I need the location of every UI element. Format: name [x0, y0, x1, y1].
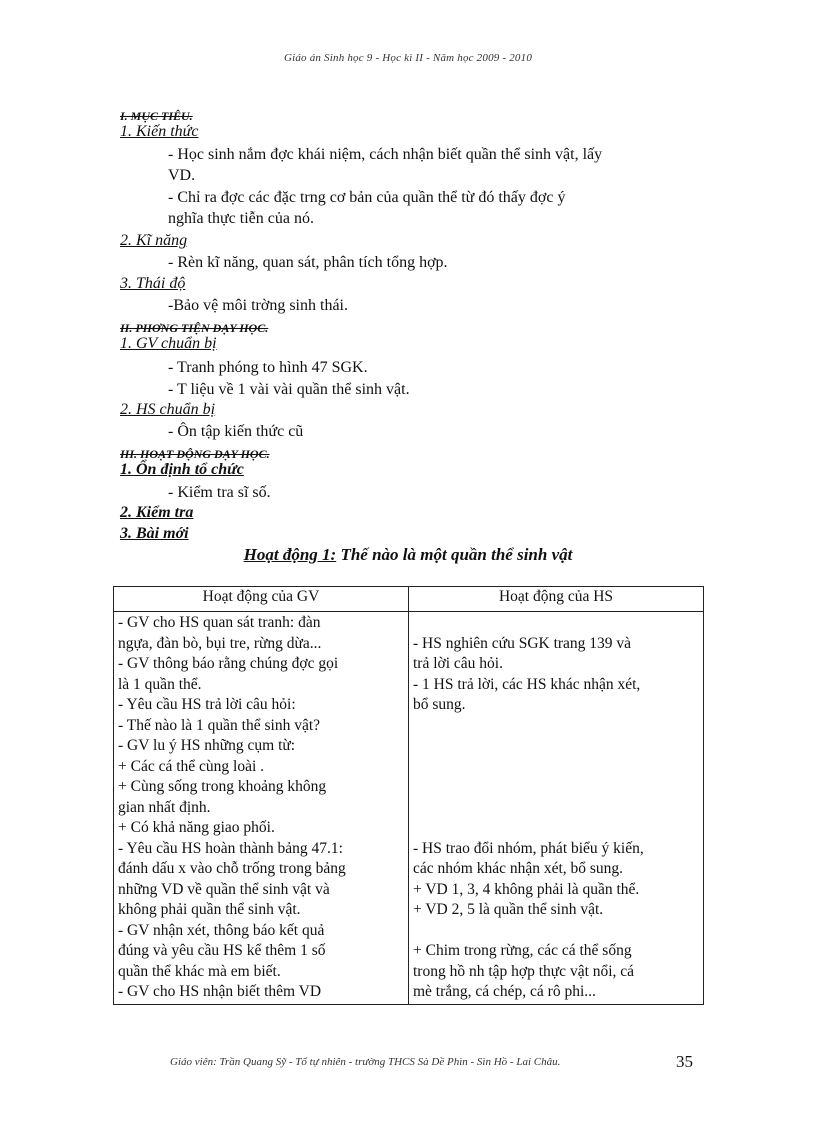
knowledge-heading: 1. Kiến thức: [120, 123, 199, 140]
teacher-column-header: Hoạt động của GV: [114, 587, 409, 612]
spacer: [413, 757, 699, 778]
spacer: [413, 818, 699, 839]
knowledge-line-3: - Chỉ ra đợc các đặc trng cơ bản của quần thể từ đó thấy đợc ý: [168, 189, 566, 206]
student-column-header: Hoạt động của HS: [409, 587, 704, 612]
teacher-line: - GV thông báo rằng chúng đợc gọi: [118, 655, 339, 672]
knowledge-line-2: VD.: [168, 167, 196, 184]
page-number: 35: [676, 1052, 693, 1071]
activity-text: Thế nào là một quần thể sinh vật: [336, 545, 573, 564]
knowledge-line-1: - Học sinh nắm đợc khái niệm, cách nhận biết quần thể sinh vật, lấy: [168, 146, 603, 163]
teacher-line: - Yêu cầu HS hoàn thành bảng 47.1:: [118, 839, 343, 857]
student-line: + Chim trong rừng, các cá thể sống: [413, 942, 632, 959]
knowledge-line-4: nghĩa thực tiễn của nó.: [168, 210, 314, 227]
student-line: trả lời câu hỏi.: [413, 655, 503, 672]
student-line: trong hồ nh tập hợp thực vật nổi, cá: [413, 962, 635, 980]
class-order-line-1: - Kiểm tra sĩ số.: [168, 484, 271, 501]
teacher-line: quần thể khác mà em biết.: [118, 962, 281, 980]
page-footer: Giáo viên: Trần Quang Sỹ - Tổ tự nhiên - trường THCS Sà Dề Phìn - Sìn Hồ - Lai Châu.: [170, 1056, 561, 1068]
spacer: [413, 736, 699, 757]
teacher-line: gian nhất định.: [118, 798, 211, 816]
teacher-line: ngựa, đàn bò, bụi tre, rừng dừa...: [118, 634, 322, 652]
student-line: mè trắng, cá chép, cá rô phi...: [413, 983, 596, 1000]
section-materials-heading: II. PHƠNG TIỆN DẠY HỌC.: [120, 321, 269, 335]
class-order-heading: 1. Ổn định tổ chức: [120, 461, 244, 478]
student-line: + VD 1, 3, 4 không phải là quần thể.: [413, 880, 640, 898]
activity-label: Hoạt động 1:: [243, 545, 337, 564]
new-lesson-heading: 3. Bài mới: [120, 525, 189, 542]
skills-heading: 2. Kĩ năng: [120, 232, 188, 249]
spacer: [413, 777, 699, 798]
student-line: + VD 2, 5 là quần thể sinh vật.: [413, 901, 604, 918]
attitude-line-1: -Bảo vệ môi trờng sinh thái.: [168, 297, 348, 314]
section-activities-heading: III. HOẠT ĐỘNG DẠY HỌC.: [120, 447, 270, 461]
teacher-line: đúng và yêu cầu HS kể thêm 1 số: [118, 942, 326, 959]
teacher-line: - GV nhận xét, thông báo kết quả: [118, 921, 325, 939]
student-activities-cell: [409, 612, 704, 1005]
teacher-line: - GV lu ý HS những cụm từ:: [118, 737, 296, 754]
teacher-prep-line-1: - Tranh phóng to hình 47 SGK.: [168, 359, 368, 376]
section-objectives-heading: I. MỤC TIÊU.: [120, 109, 193, 123]
attitude-heading: 3. Thái độ: [120, 275, 186, 292]
teacher-prep-heading: 1. GV chuẩn bị: [120, 335, 217, 352]
teacher-question-line: - Thế nào là 1 quần thể sinh vật?: [118, 716, 321, 734]
teacher-line: + Cùng sống trong khoảng không: [118, 778, 327, 795]
activity-title: [0, 545, 816, 565]
spacer: [413, 613, 699, 634]
student-line: - HS nghiên cứu SGK trang 139 và: [413, 634, 632, 652]
skills-line-1: - Rèn kĩ năng, quan sát, phân tích tổng hợp.: [168, 254, 448, 271]
teacher-line: + Các cá thể cùng loài .: [118, 757, 265, 775]
student-prep-line-1: - Ôn tập kiến thức cũ: [168, 423, 304, 440]
teacher-line: - Yêu cầu HS trả lời câu hỏi:: [118, 696, 296, 713]
page-header: Giáo án Sinh học 9 - Học kì II - Năm học 2009 - 2010: [283, 52, 533, 64]
student-prep-heading: 2. HS chuẩn bị: [120, 401, 216, 418]
teacher-line: là 1 quần thể.: [118, 675, 202, 693]
student-line: - HS trao đổi nhóm, phát biểu ý kiến,: [413, 839, 644, 857]
student-line: bổ sung.: [413, 696, 466, 713]
teacher-line: + Có khả năng giao phối.: [118, 819, 275, 836]
teacher-line: những VD về quần thể sinh vật và: [118, 880, 330, 898]
teacher-line: - GV cho HS quan sát tranh: đàn: [118, 614, 321, 631]
teacher-activities-cell: [114, 612, 409, 1005]
activity-table: [113, 586, 704, 1005]
spacer: [413, 921, 699, 942]
check-heading: 2. Kiểm tra: [120, 504, 194, 521]
teacher-line: không phải quần thể sinh vật.: [118, 901, 301, 918]
student-line: các nhóm khác nhận xét, bổ sung.: [413, 860, 624, 877]
spacer: [413, 716, 699, 737]
teacher-line: đánh dấu x vào chỗ trống trong bảng: [118, 860, 346, 877]
teacher-line: - GV cho HS nhận biết thêm VD: [118, 983, 322, 1000]
student-line: - 1 HS trả lời, các HS khác nhận xét,: [413, 675, 641, 693]
spacer: [413, 798, 699, 819]
teacher-prep-line-2: - T liệu về 1 vài vài quần thể sinh vật.: [168, 381, 410, 398]
